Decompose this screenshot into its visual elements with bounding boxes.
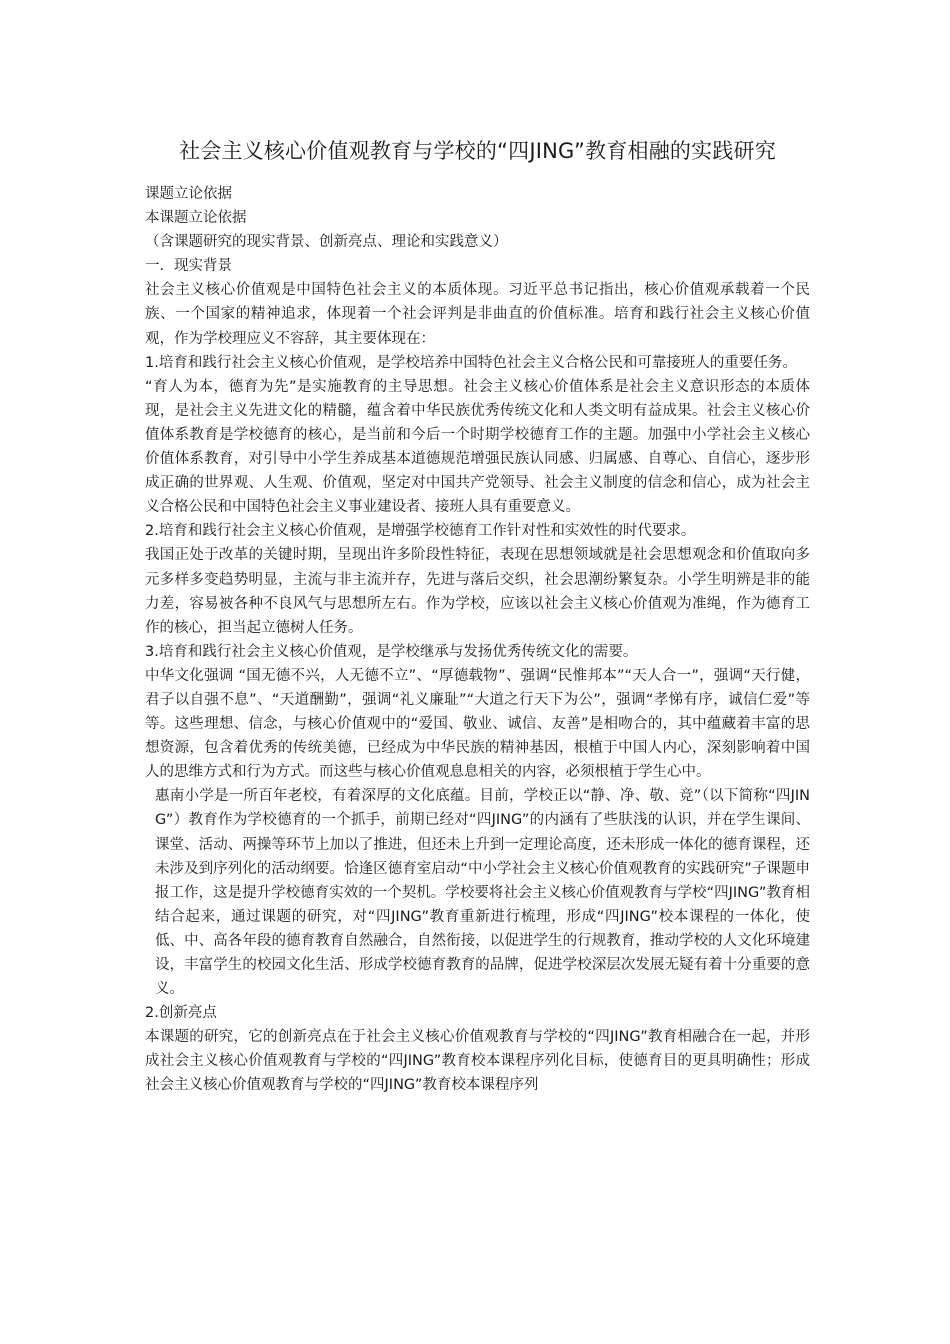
- document-title: 社会主义核心价值观教育与学校的“四JING”教育相融的实践研究: [179, 139, 776, 163]
- paragraph-innovation: 本课题的研究，它的创新亮点在于社会主义核心价值观教育与学校的“四JING”教育相融合在一起，并形成社会主义核心价值观教育与学校的“四JING”教育校本课程序列化目标，使德育目的更具明确性；形成社会主义核心价值观教育与学校的“四JING”教育校本课程序列: [145, 1029, 810, 1094]
- paragraph-school: 惠南小学是一所百年老校，有着深厚的文化底蕴。目前，学校正以“静、净、敬、竞”（以下简称“四JING”）教育作为学校德育的一个抓手，前期已经对“四JING”的内涵有了些肤浅的认识，并在学生课间、课堂、活动、两操等环节上加以了推进，但还未上升到一定理论高度，还未形成一体化的德育课程，还未涉及到序列化的活动纲要。恰逢区德育室启动“中小学社会主义核心价值观教育的实践研究”子课题申报工作，这是提升学校德育实效的一个契机。学校要将社会主义核心价值观教育与学校“四JING”教育相结合起来，通过课题的研究，对“四JING”教育重新进行梳理，形成“四JING”校本课程的一体化，使低、中、高各年段的德育教育自然融合，自然衔接，以促进学生的行规教育，推动学校的人文化环境建设，丰富学生的校园文化生活、形成学校德育教育的品牌，促进学校深层次发展无疑有着十分重要的意义。: [155, 788, 810, 998]
- paragraph-intro: 社会主义核心价值观是中国特色社会主义的本质体现。习近平总书记指出，核心价值观承载着一个民族、一个国家的精神追求，体现着一个社会评判是非曲直的价值标准。培育和践行社会主义核心价值观，作为学校理应义不容辞，其主要体现在：: [145, 282, 810, 347]
- heading-project-basis: 本课题立论依据: [145, 210, 247, 227]
- point-heading-1: 1.培育和践行社会主义核心价值观，是学校培养中国特色社会主义合格公民和可靠接班人的重要任务。: [145, 354, 797, 371]
- paragraph-point-1: “育人为本，德育为先”是实施教育的主导思想。社会主义核心价值体系是社会主义意识形态的本质体现，是社会主义先进文化的精髓，蕴含着中华民族优秀传统文化和人类文明有益成果。社会主义核心价值体系教育是学校德育的核心，是当前和今后一个时期学校德育工作的主题。加强中小学社会主义核心价值体系教育，对引导中小学生养成基本道德规范增强民族认同感、归属感、自尊心、自信心，逐步形成正确的世界观、人生观、价值观，坚定对中国共产党领导、社会主义制度的信念和信心，成为社会主义合格公民和中国特色社会主义事业建设者、接班人具有重要意义。: [145, 378, 810, 516]
- document-body: [145, 136, 810, 1098]
- section-heading-background: 一．现实背景: [145, 258, 232, 275]
- paragraph-point-2: 我国正处于改革的关键时期，呈现出许多阶段性特征，表现在思想领域就是社会思想观念和价值取向多元多样多变趋势明显，主流与非主流并存，先进与落后交织，社会思潮纷繁复杂。小学生明辨是非的能力差，容易被各种不良风气与思想所左右。作为学校，应该以社会主义核心价值观为准绳，作为德育工作的核心，担当起立德树人任务。: [145, 547, 810, 636]
- point-heading-2: 2.培育和践行社会主义核心价值观，是增强学校德育工作针对性和实效性的时代要求。: [145, 523, 696, 540]
- paragraph-point-3: 中华文化强调 “国无德不兴，人无德不立”、“厚德载物”、强调“民惟邦本”“天人合一”，强调“天行健，君子以自强不息”、“天道酬勤”，强调“礼义廉耻”“大道之行天下为公”，强调“孝悌有序，诚信仁爱”等等。这些理想、信念，与核心价值观中的“爱国、敬业、诚信、友善”是相吻合的，其中蕴藏着丰富的思想资源，包含着优秀的传统美德，已经成为中华民族的精神基因，根植于中国人内心，深刻影响着中国人的思维方式和行为方式。而这些与核心价值观息息相关的内容，必须根植于学生心中。: [145, 667, 810, 781]
- point-heading-3: 3.培育和践行社会主义核心价值观，是学校继承与发扬优秀传统文化的需要。: [145, 643, 638, 660]
- heading-note: （含课题研究的现实背景、创新亮点、理论和实践意义）: [145, 234, 508, 251]
- section-heading-innovation: 2.创新亮点: [145, 1005, 217, 1022]
- heading-basis: 课题立论依据: [145, 186, 232, 202]
